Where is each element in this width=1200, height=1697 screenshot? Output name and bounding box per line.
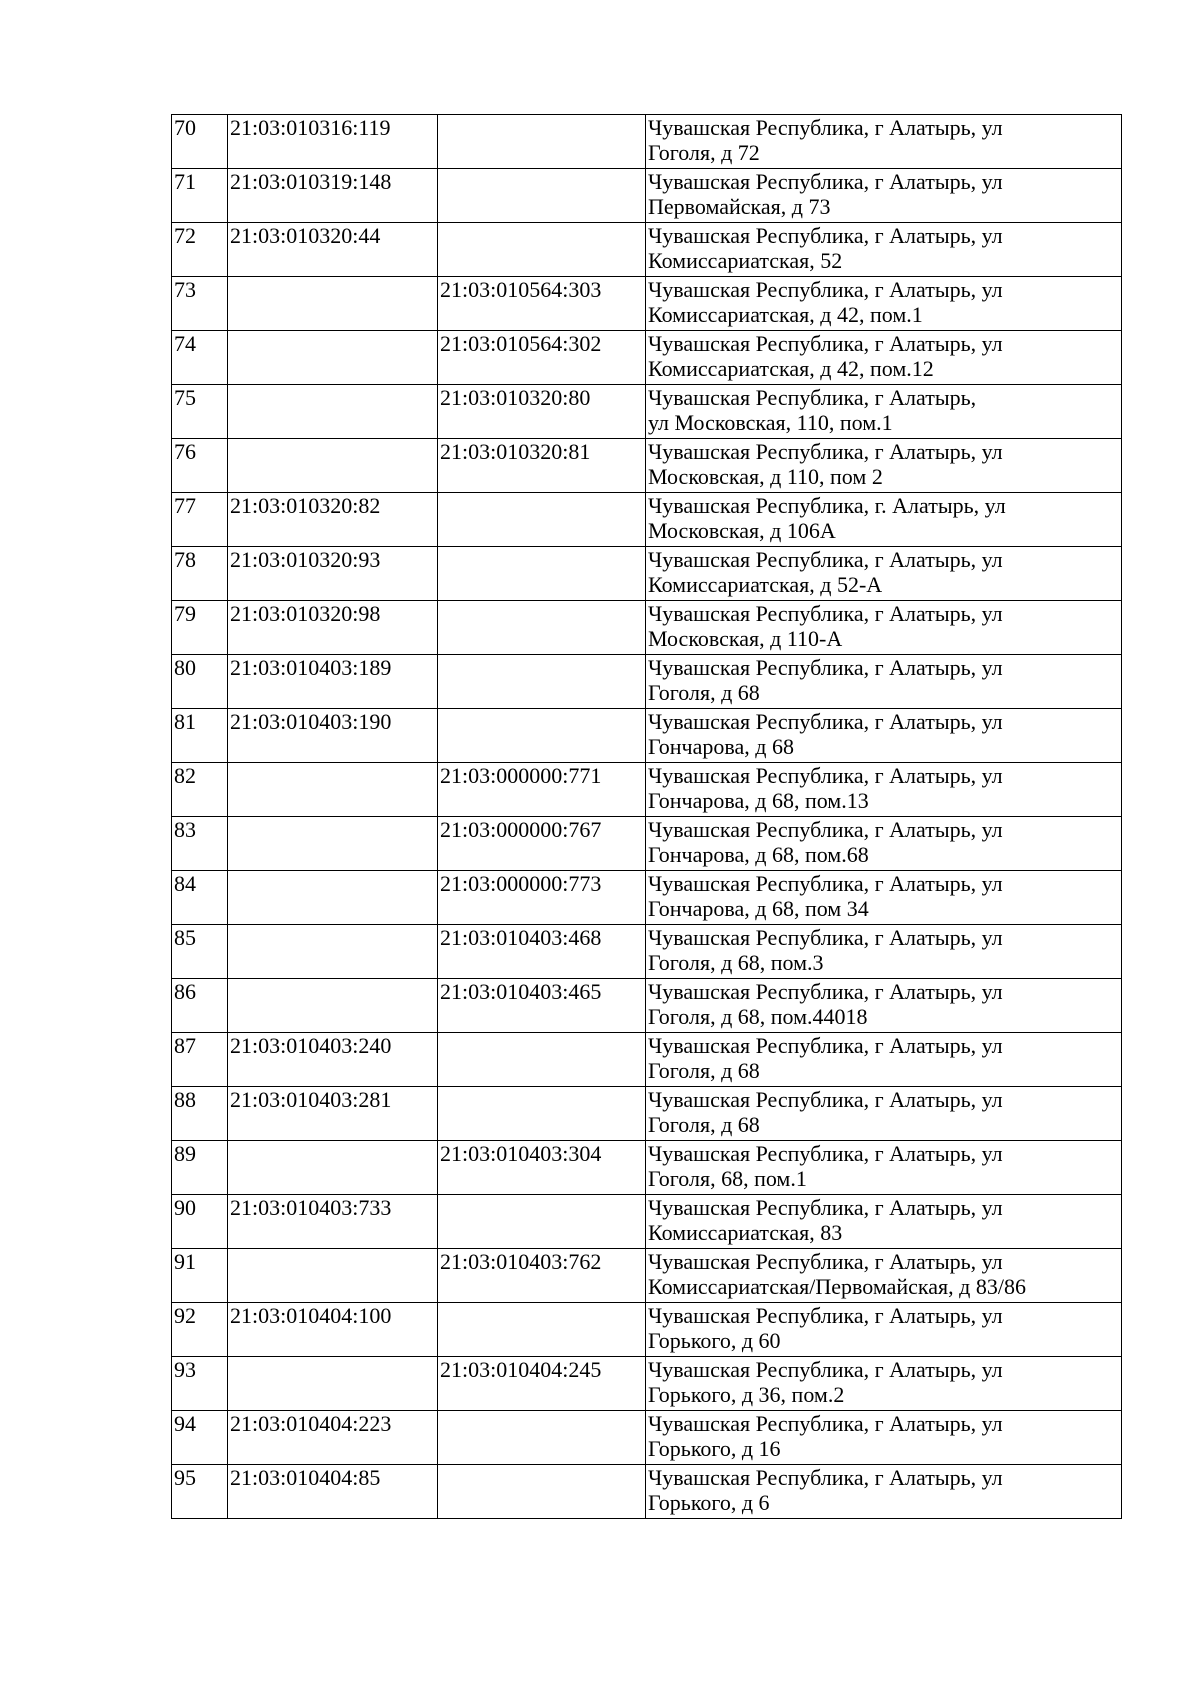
address-line-2: Комиссариатская, д 52-А xyxy=(648,572,883,597)
land-cadastral-number-cell: 21:03:010319:148 xyxy=(228,169,438,223)
address-cell xyxy=(646,871,1122,925)
row-number-cell: 80 xyxy=(172,655,228,709)
address-line-2: Горького, д 36, пом.2 xyxy=(648,1382,845,1407)
row-number-cell: 87 xyxy=(172,1033,228,1087)
address-cell xyxy=(646,763,1122,817)
address-cell xyxy=(646,331,1122,385)
table-row xyxy=(172,1141,1122,1195)
table-row xyxy=(172,1303,1122,1357)
address-cell xyxy=(646,1303,1122,1357)
table-row xyxy=(172,1033,1122,1087)
land-cadastral-number-cell: 21:03:010404:85 xyxy=(228,1465,438,1519)
address-cell xyxy=(646,439,1122,493)
address-cell xyxy=(646,115,1122,169)
address-cell xyxy=(646,277,1122,331)
address-line-1: Чувашская Республика, г Алатырь, xyxy=(648,385,977,410)
address-line-1: Чувашская Республика, г Алатырь, ул xyxy=(648,439,1003,464)
address-line-2: Комиссариатская, д 42, пом.12 xyxy=(648,356,934,381)
land-cadastral-number-cell xyxy=(228,1357,438,1411)
table-row xyxy=(172,493,1122,547)
land-cadastral-number-cell: 21:03:010403:190 xyxy=(228,709,438,763)
premises-cadastral-number-cell xyxy=(438,655,646,709)
premises-cadastral-number-cell: 21:03:010403:304 xyxy=(438,1141,646,1195)
address-line-1: Чувашская Республика, г Алатырь, ул xyxy=(648,601,1003,626)
row-number-cell: 81 xyxy=(172,709,228,763)
table-row xyxy=(172,385,1122,439)
table-row xyxy=(172,871,1122,925)
premises-cadastral-number-cell xyxy=(438,601,646,655)
land-cadastral-number-cell: 21:03:010320:82 xyxy=(228,493,438,547)
address-line-2: Комиссариатская, д 42, пом.1 xyxy=(648,302,923,327)
address-line-1: Чувашская Республика, г Алатырь, ул xyxy=(648,763,1003,788)
premises-cadastral-number-cell: 21:03:010320:81 xyxy=(438,439,646,493)
address-cell xyxy=(646,1141,1122,1195)
address-line-2: Гончарова, д 68 xyxy=(648,734,794,759)
premises-cadastral-number-cell xyxy=(438,493,646,547)
table-row xyxy=(172,655,1122,709)
address-cell xyxy=(646,1411,1122,1465)
land-cadastral-number-cell: 21:03:010403:189 xyxy=(228,655,438,709)
address-cell xyxy=(646,1087,1122,1141)
address-line-2: Гоголя, 68, пом.1 xyxy=(648,1166,807,1191)
address-line-2: Горького, д 6 xyxy=(648,1490,770,1515)
premises-cadastral-number-cell xyxy=(438,1087,646,1141)
address-line-1: Чувашская Республика, г Алатырь, ул xyxy=(648,871,1003,896)
address-line-2: Первомайская, д 73 xyxy=(648,194,831,219)
address-line-1: Чувашская Республика, г Алатырь, ул xyxy=(648,223,1003,248)
address-line-2: Гоголя, д 68, пом.44018 xyxy=(648,1004,868,1029)
premises-cadastral-number-cell xyxy=(438,1465,646,1519)
row-number-cell: 78 xyxy=(172,547,228,601)
address-line-1: Чувашская Республика, г Алатырь, ул xyxy=(648,655,1003,680)
address-cell xyxy=(646,1195,1122,1249)
land-cadastral-number-cell xyxy=(228,763,438,817)
table-row xyxy=(172,331,1122,385)
address-cell xyxy=(646,979,1122,1033)
address-line-2: Гоголя, д 68 xyxy=(648,680,760,705)
registry-table-body xyxy=(172,115,1122,1519)
land-cadastral-number-cell xyxy=(228,871,438,925)
row-number-cell: 70 xyxy=(172,115,228,169)
premises-cadastral-number-cell xyxy=(438,1195,646,1249)
land-cadastral-number-cell xyxy=(228,439,438,493)
premises-cadastral-number-cell xyxy=(438,709,646,763)
address-line-1: Чувашская Республика, г Алатырь, ул xyxy=(648,277,1003,302)
row-number-cell: 77 xyxy=(172,493,228,547)
land-cadastral-number-cell: 21:03:010320:98 xyxy=(228,601,438,655)
premises-cadastral-number-cell: 21:03:010320:80 xyxy=(438,385,646,439)
land-cadastral-number-cell: 21:03:010404:100 xyxy=(228,1303,438,1357)
address-line-1: Чувашская Республика, г Алатырь, ул xyxy=(648,709,1003,734)
address-line-1: Чувашская Республика, г Алатырь, ул xyxy=(648,979,1003,1004)
premises-cadastral-number-cell xyxy=(438,223,646,277)
row-number-cell: 89 xyxy=(172,1141,228,1195)
land-cadastral-number-cell: 21:03:010403:240 xyxy=(228,1033,438,1087)
row-number-cell: 94 xyxy=(172,1411,228,1465)
address-cell xyxy=(646,709,1122,763)
address-cell xyxy=(646,547,1122,601)
premises-cadastral-number-cell: 21:03:010403:468 xyxy=(438,925,646,979)
address-cell xyxy=(646,1465,1122,1519)
land-cadastral-number-cell xyxy=(228,1141,438,1195)
premises-cadastral-number-cell xyxy=(438,1303,646,1357)
address-line-2: Гоголя, д 72 xyxy=(648,140,760,165)
address-line-1: Чувашская Республика, г Алатырь, ул xyxy=(648,1033,1003,1058)
address-line-2: Гоголя, д 68 xyxy=(648,1112,760,1137)
row-number-cell: 85 xyxy=(172,925,228,979)
address-line-2: Московская, д 110-А xyxy=(648,626,843,651)
address-line-2: ул Московская, 110, пом.1 xyxy=(648,410,893,435)
address-line-2: Комиссариатская, 52 xyxy=(648,248,843,273)
row-number-cell: 84 xyxy=(172,871,228,925)
address-line-2: Гончарова, д 68, пом.13 xyxy=(648,788,869,813)
address-line-2: Гончарова, д 68, пом 34 xyxy=(648,896,869,921)
address-cell xyxy=(646,385,1122,439)
address-line-1: Чувашская Республика, г Алатырь, ул xyxy=(648,1303,1003,1328)
premises-cadastral-number-cell: 21:03:010403:465 xyxy=(438,979,646,1033)
land-cadastral-number-cell: 21:03:010403:733 xyxy=(228,1195,438,1249)
premises-cadastral-number-cell: 21:03:010564:303 xyxy=(438,277,646,331)
land-cadastral-number-cell xyxy=(228,817,438,871)
premises-cadastral-number-cell: 21:03:010564:302 xyxy=(438,331,646,385)
table-row xyxy=(172,979,1122,1033)
table-row xyxy=(172,925,1122,979)
address-line-2: Московская, д 110, пом 2 xyxy=(648,464,883,489)
address-line-1: Чувашская Республика, г Алатырь, ул xyxy=(648,1357,1003,1382)
property-registry-table xyxy=(171,114,1122,1519)
address-line-2: Гоголя, д 68, пом.3 xyxy=(648,950,824,975)
land-cadastral-number-cell: 21:03:010403:281 xyxy=(228,1087,438,1141)
row-number-cell: 75 xyxy=(172,385,228,439)
table-row xyxy=(172,169,1122,223)
address-line-1: Чувашская Республика, г Алатырь, ул xyxy=(648,817,1003,842)
table-row xyxy=(172,115,1122,169)
row-number-cell: 73 xyxy=(172,277,228,331)
table-row xyxy=(172,763,1122,817)
table-row xyxy=(172,601,1122,655)
address-line-2: Горького, д 16 xyxy=(648,1436,781,1461)
row-number-cell: 92 xyxy=(172,1303,228,1357)
table-row xyxy=(172,1249,1122,1303)
address-line-1: Чувашская Республика, г. Алатырь, ул xyxy=(648,493,1006,518)
address-cell xyxy=(646,925,1122,979)
land-cadastral-number-cell: 21:03:010320:93 xyxy=(228,547,438,601)
row-number-cell: 88 xyxy=(172,1087,228,1141)
premises-cadastral-number-cell: 21:03:000000:771 xyxy=(438,763,646,817)
table-row xyxy=(172,277,1122,331)
row-number-cell: 76 xyxy=(172,439,228,493)
row-number-cell: 79 xyxy=(172,601,228,655)
land-cadastral-number-cell: 21:03:010316:119 xyxy=(228,115,438,169)
address-cell xyxy=(646,817,1122,871)
address-line-1: Чувашская Республика, г Алатырь, ул xyxy=(648,1411,1003,1436)
address-line-1: Чувашская Республика, г Алатырь, ул xyxy=(648,1465,1003,1490)
address-line-2: Горького, д 60 xyxy=(648,1328,781,1353)
table-row xyxy=(172,223,1122,277)
address-line-1: Чувашская Республика, г Алатырь, ул xyxy=(648,1087,1003,1112)
address-line-1: Чувашская Республика, г Алатырь, ул xyxy=(648,115,1003,140)
row-number-cell: 83 xyxy=(172,817,228,871)
premises-cadastral-number-cell xyxy=(438,1033,646,1087)
premises-cadastral-number-cell xyxy=(438,169,646,223)
address-line-1: Чувашская Республика, г Алатырь, ул xyxy=(648,1195,1003,1220)
address-line-2: Московская, д 106А xyxy=(648,518,836,543)
premises-cadastral-number-cell: 21:03:000000:767 xyxy=(438,817,646,871)
row-number-cell: 71 xyxy=(172,169,228,223)
row-number-cell: 72 xyxy=(172,223,228,277)
row-number-cell: 86 xyxy=(172,979,228,1033)
table-row xyxy=(172,1195,1122,1249)
address-line-2: Комиссариатская/Первомайская, д 83/86 xyxy=(648,1274,1026,1299)
land-cadastral-number-cell: 21:03:010320:44 xyxy=(228,223,438,277)
address-cell xyxy=(646,655,1122,709)
premises-cadastral-number-cell xyxy=(438,115,646,169)
land-cadastral-number-cell xyxy=(228,277,438,331)
table-row xyxy=(172,1465,1122,1519)
address-line-1: Чувашская Республика, г Алатырь, ул xyxy=(648,169,1003,194)
land-cadastral-number-cell xyxy=(228,331,438,385)
address-cell xyxy=(646,169,1122,223)
table-row xyxy=(172,1411,1122,1465)
row-number-cell: 93 xyxy=(172,1357,228,1411)
address-line-1: Чувашская Республика, г Алатырь, ул xyxy=(648,547,1003,572)
row-number-cell: 90 xyxy=(172,1195,228,1249)
land-cadastral-number-cell xyxy=(228,979,438,1033)
address-line-2: Комиссариатская, 83 xyxy=(648,1220,843,1245)
row-number-cell: 74 xyxy=(172,331,228,385)
table-row xyxy=(172,1357,1122,1411)
address-line-1: Чувашская Республика, г Алатырь, ул xyxy=(648,925,1003,950)
address-cell xyxy=(646,601,1122,655)
premises-cadastral-number-cell xyxy=(438,547,646,601)
table-row xyxy=(172,709,1122,763)
premises-cadastral-number-cell: 21:03:010404:245 xyxy=(438,1357,646,1411)
address-line-1: Чувашская Республика, г Алатырь, ул xyxy=(648,331,1003,356)
land-cadastral-number-cell xyxy=(228,925,438,979)
address-line-2: Гоголя, д 68 xyxy=(648,1058,760,1083)
address-cell xyxy=(646,1249,1122,1303)
address-cell xyxy=(646,1033,1122,1087)
row-number-cell: 91 xyxy=(172,1249,228,1303)
land-cadastral-number-cell xyxy=(228,1249,438,1303)
row-number-cell: 82 xyxy=(172,763,228,817)
table-row xyxy=(172,547,1122,601)
address-line-1: Чувашская Республика, г Алатырь, ул xyxy=(648,1141,1003,1166)
address-line-2: Гончарова, д 68, пом.68 xyxy=(648,842,869,867)
address-line-1: Чувашская Республика, г Алатырь, ул xyxy=(648,1249,1003,1274)
row-number-cell: 95 xyxy=(172,1465,228,1519)
address-cell xyxy=(646,223,1122,277)
address-cell xyxy=(646,1357,1122,1411)
premises-cadastral-number-cell xyxy=(438,1411,646,1465)
table-row xyxy=(172,1087,1122,1141)
table-row xyxy=(172,817,1122,871)
premises-cadastral-number-cell: 21:03:000000:773 xyxy=(438,871,646,925)
land-cadastral-number-cell: 21:03:010404:223 xyxy=(228,1411,438,1465)
land-cadastral-number-cell xyxy=(228,385,438,439)
table-row xyxy=(172,439,1122,493)
address-cell xyxy=(646,493,1122,547)
premises-cadastral-number-cell: 21:03:010403:762 xyxy=(438,1249,646,1303)
